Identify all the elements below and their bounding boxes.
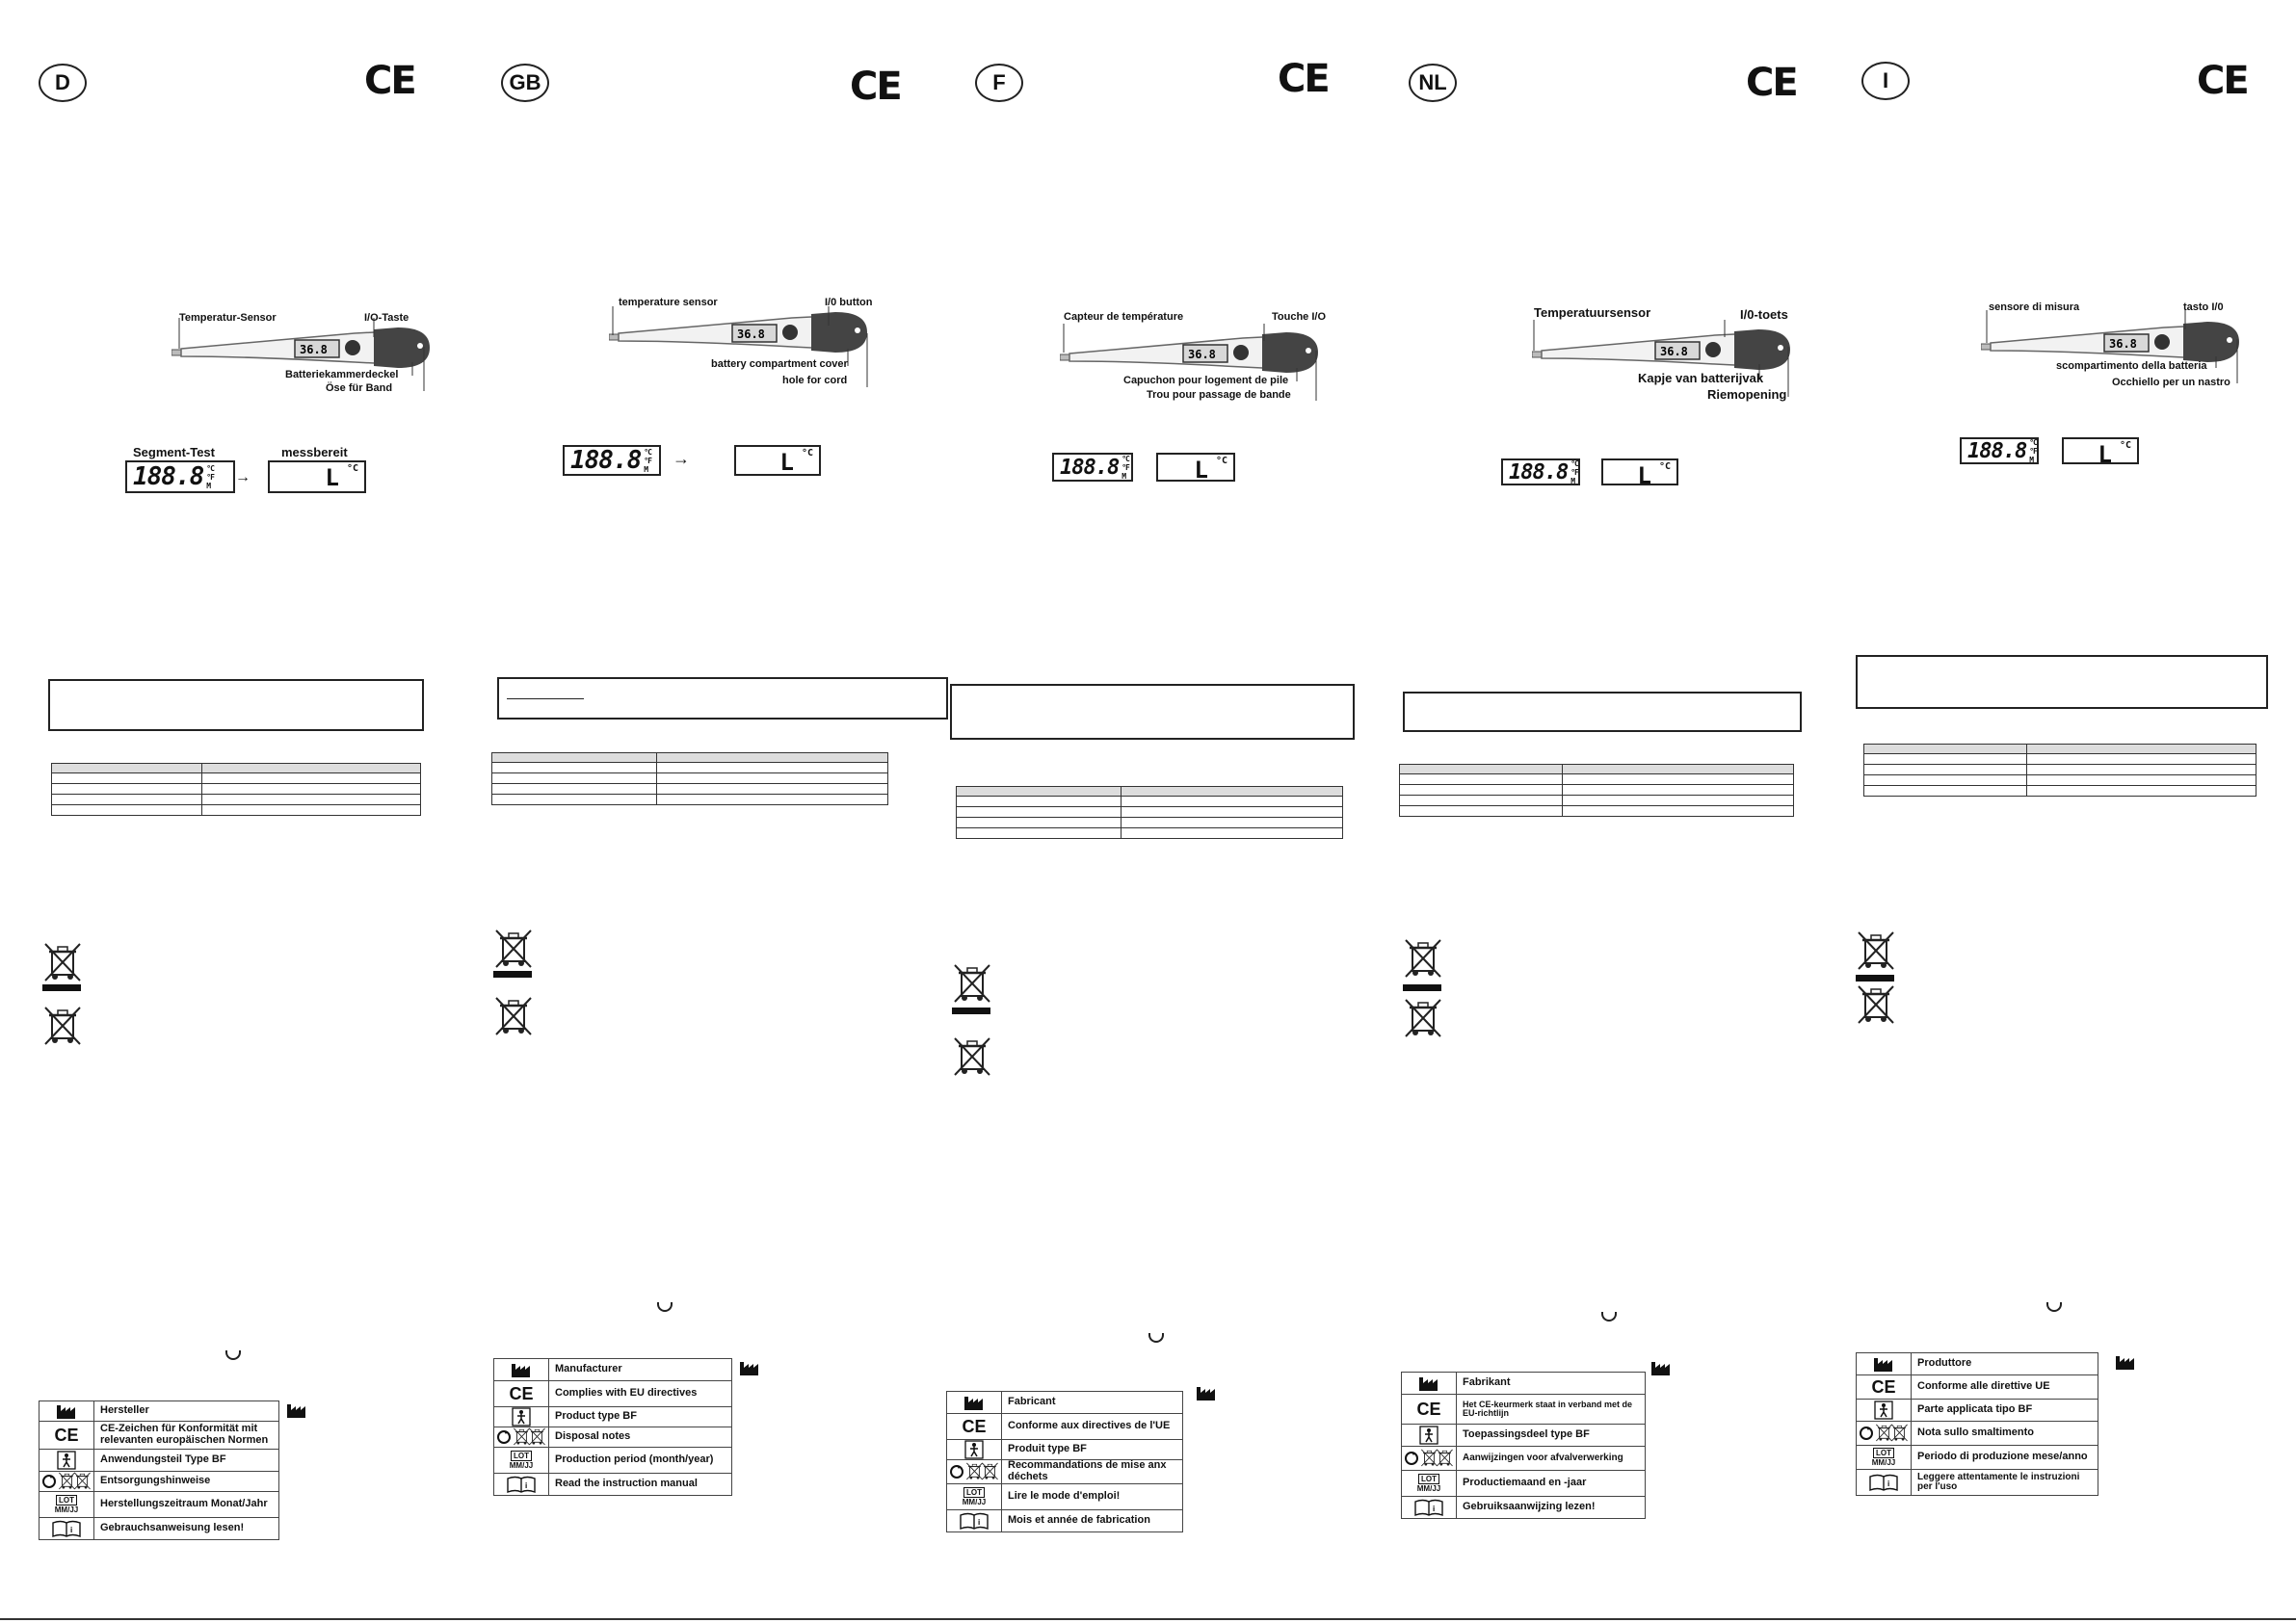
weee-bar (1856, 975, 1894, 982)
symbol-legend: Manufacturer CE Complies with EU directives Product type BF Disposal notes LOT MM/JJ Production period (month/year) Read the instruction manual (493, 1358, 732, 1496)
manufacturer-corner-icon (1195, 1383, 1218, 1402)
symbol-legend: Produttore CE Conforme alle direttive UE Parte applicata tipo BF Nota sullo smaltimento LOT MM/JJ Periodo di produzione mese/anno Leggere attentamente le instruzioni per l'uso (1856, 1352, 2098, 1496)
ce-mark: CE (1746, 61, 1797, 105)
language-badge: NL (1409, 64, 1457, 102)
arrow-icon: → (235, 469, 251, 485)
spec-table (956, 786, 1343, 839)
arrow-icon: → (673, 449, 690, 468)
disposal-icon (1405, 1449, 1453, 1468)
label-ready: messbereit (281, 445, 348, 459)
manufacturer-corner-icon (285, 1400, 308, 1420)
bf-person-icon (57, 1451, 76, 1470)
segment-display: 188.8 °C °F M (563, 445, 661, 476)
ce-icon: CE (947, 1414, 1002, 1439)
lcd-readout: 36.8 (300, 343, 328, 356)
callout-lines (172, 318, 461, 395)
factory-icon (510, 1360, 533, 1379)
weee-bin-icon (952, 963, 992, 1004)
bf-person-icon (1419, 1426, 1438, 1445)
segment-display: 188.8 °C °F M (125, 460, 235, 493)
notch-mark (1148, 1333, 1164, 1343)
svg-text:36.8: 36.8 (2109, 337, 2137, 351)
info-box (1856, 655, 2268, 709)
weee-battery-bin-icon (1403, 998, 1443, 1038)
bf-person-icon (964, 1440, 984, 1459)
ce-mark: CE (850, 65, 901, 109)
label-hole: hole for cord (782, 375, 848, 386)
column-d (0, 0, 453, 1623)
disposal-icon (1860, 1424, 1908, 1443)
spec-table (1863, 744, 2256, 797)
lot-icon: LOT (511, 1451, 532, 1461)
segment-display: 188.8 °C °F M (1052, 453, 1133, 482)
ce-mark: CE (1278, 57, 1329, 101)
weee-battery-bin-icon (1856, 984, 1896, 1025)
weee-battery-bin-icon (493, 996, 534, 1036)
label-hole: Öse für Band (326, 382, 393, 394)
column-gb (453, 0, 915, 1623)
callout-lines (609, 306, 898, 393)
weee-bar (493, 971, 532, 978)
disposal-icon (42, 1472, 91, 1491)
symbol-legend: Hersteller CE CE-Zeichen für Konformität mit relevanten europäischen Normen Anwendungsteil Type BF Entsorgungshinweise LOT MM/JJ Herstellungszeitraum Monat/Jahr Gebrauchsanweisung lesen! (39, 1400, 279, 1540)
spec-table (491, 752, 888, 805)
label-cover: Capuchon pour logement de pile (1123, 375, 1289, 386)
ce-icon: CE (1402, 1395, 1457, 1424)
notch-mark (2046, 1302, 2062, 1312)
language-badge: I (1861, 62, 1910, 100)
segment-display: 188.8 °C °F M (1501, 458, 1580, 485)
weee-bin-icon (1856, 930, 1896, 971)
symbol-legend: Fabricant CE Conforme aux directives de l'UE Produit type BF Recommandations de mise anx déchets LOT MM/JJ Lire le mode d'emploi! Mois et année de fabrication (946, 1391, 1183, 1532)
disposal-icon (950, 1462, 998, 1481)
label-sensor: temperature sensor (619, 297, 718, 308)
column-i (1840, 0, 2296, 1623)
info-box (48, 679, 424, 731)
factory-icon (55, 1401, 78, 1421)
column-f (915, 0, 1378, 1623)
label-button: Touche I/O (1272, 311, 1327, 323)
lot-icon: LOT (963, 1487, 985, 1498)
ready-display: L °C (734, 445, 821, 476)
language-badge: F (975, 64, 1023, 102)
label-sensor: sensore di misura (1989, 301, 2080, 313)
disposal-icon (497, 1427, 545, 1447)
notch-mark (1601, 1312, 1617, 1322)
svg-text:36.8: 36.8 (1660, 345, 1688, 358)
ce-icon: CE (40, 1422, 94, 1449)
manufacturer-corner-icon (1649, 1358, 1673, 1377)
weee-bin-icon (42, 942, 83, 982)
column-nl (1378, 0, 1840, 1623)
ready-display: L °C (268, 460, 366, 493)
label-hole: Occhiello per un nastro (2112, 377, 2230, 388)
label-button: tasto I/0 (2183, 301, 2224, 313)
ce-mark: CE (364, 59, 415, 103)
weee-bar (1403, 984, 1441, 991)
segment-display: 188.8 °C °F M (1960, 437, 2039, 464)
weee-bin-icon (493, 929, 534, 969)
label-cover: Batteriekammerdeckel (285, 369, 399, 380)
lot-icon: LOT (1418, 1474, 1439, 1484)
weee-bar (42, 984, 81, 991)
label-segment-test: Segment-Test (133, 445, 215, 459)
label-cover: scompartimento della batteria (2056, 360, 2207, 372)
factory-icon (963, 1393, 986, 1412)
weee-bar (952, 1008, 990, 1014)
bf-person-icon (1874, 1400, 1893, 1420)
label-sensor: Temperatuursensor (1534, 305, 1651, 320)
svg-text:36.8: 36.8 (737, 327, 765, 341)
label-hole: Riemopening (1707, 387, 1787, 402)
notch-mark (225, 1350, 241, 1360)
label-button: I/0-toets (1740, 307, 1788, 322)
info-box (950, 684, 1355, 740)
book-icon (1413, 1498, 1444, 1517)
spec-table (51, 763, 421, 816)
ce-icon: CE (494, 1381, 549, 1406)
book-icon (1868, 1473, 1899, 1492)
symbol-legend: Fabrikant CE Het CE-keurmerk staat in verband met de EU-richtlijn Toepassingsdeel type BF Aanwijzingen voor afvalverwerking LOT MM/JJ Productiemaand en -jaar Gebruiksaanwijzing lezen! (1401, 1372, 1646, 1519)
weee-battery-bin-icon (952, 1036, 992, 1077)
label-sensor: Temperatur-Sensor (179, 312, 277, 324)
book-icon (51, 1519, 82, 1538)
language-badge: D (39, 64, 87, 102)
manufacturer-corner-icon (738, 1358, 761, 1377)
label-cover: Kapje van batterijvak (1638, 371, 1764, 385)
label-hole: Trou pour passage de bande (1147, 389, 1291, 401)
info-box (497, 677, 948, 720)
language-badge: GB (501, 64, 549, 102)
manufacturer-corner-icon (2114, 1352, 2137, 1372)
bf-person-icon (512, 1407, 531, 1427)
label-sensor: Capteur de température (1064, 311, 1184, 323)
weee-battery-bin-icon (42, 1006, 83, 1046)
ready-display: L °C (1156, 453, 1235, 482)
info-box (1403, 692, 1802, 732)
factory-icon (1872, 1354, 1895, 1374)
book-icon (506, 1475, 537, 1494)
label-button: I/0 button (825, 297, 873, 308)
ready-display: L °C (1601, 458, 1678, 485)
ready-display: L °C (2062, 437, 2139, 464)
factory-icon (1417, 1374, 1440, 1393)
label-button: I/O-Taste (364, 312, 409, 324)
book-icon (959, 1511, 990, 1531)
page-bottom-rule (0, 1618, 2296, 1620)
svg-text:36.8: 36.8 (1188, 348, 1216, 361)
label-cover: battery compartment cover (711, 358, 848, 370)
notch-mark (657, 1302, 673, 1312)
weee-bin-icon (1403, 938, 1443, 979)
spec-table (1399, 764, 1794, 817)
ce-icon: CE (1857, 1375, 1912, 1399)
lot-icon: LOT (56, 1495, 77, 1505)
ce-mark: CE (2197, 59, 2248, 103)
lot-icon: LOT (1873, 1448, 1894, 1458)
